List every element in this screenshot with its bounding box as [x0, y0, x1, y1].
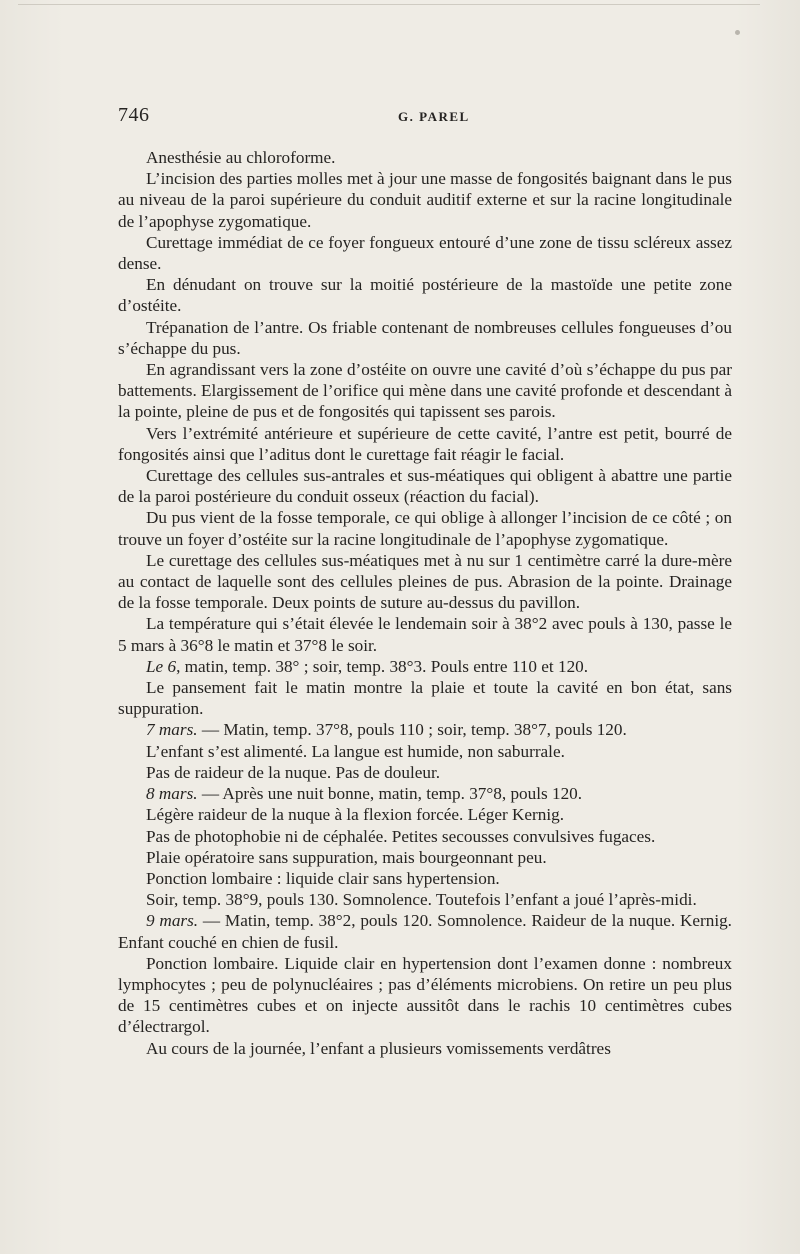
paragraph: Curettage des cellules sus-antrales et sus-méatiques qui obligent à abattre une partie de la paroi postérieure du conduit osseux (réaction du facial). — [118, 466, 732, 507]
entry-text: , matin, temp. 38° ; soir, temp. 38°3. Pouls entre 110 et 120. — [176, 656, 589, 676]
entry-date: 8 mars. — [146, 784, 198, 804]
entry-date: Le 6 — [146, 656, 177, 676]
paragraph: Vers l’extrémité antérieure et supérieure de cette cavité, l’antre est petit, bourré de fongosités ainsi que l’aditus dont le curettage fait réagir le facial. — [118, 423, 732, 464]
paragraph: Anesthésie au chloroforme. — [146, 148, 336, 167]
page-number: 746 — [118, 104, 150, 126]
paragraph: Du pus vient de la fosse temporale, ce qui oblige à allonger l’incision de ce côté ; on trouve un foyer d’ostéite sur la racine longitudinale de l’apophyse zygomatique. — [118, 508, 732, 549]
paragraph: La température qui s’était élevée le lendemain soir à 38°2 avec pouls à 130, passe le 5 mars à 36°8 le matin et 37°8 le soir. — [118, 614, 732, 655]
page-header — [118, 104, 738, 128]
paragraph: Trépanation de l’antre. Os friable contenant de nombreuses cellules fongueuses d’ou s’échappe du pus. — [118, 317, 732, 358]
entry-text: — Après une nuit bonne, matin, temp. 37°8, pouls 120. — [197, 784, 583, 804]
paragraph: Curettage immédiat de ce foyer fongueux entouré d’une zone de tissu scléreux assez dense. — [118, 232, 732, 274]
running-head: G. PAREL — [398, 109, 470, 124]
dated-entry — [118, 783, 732, 804]
paragraph: En agrandissant vers la zone d’ostéite on ouvre une cavité d’où s’échappe du pus par battements. Elargissement de l’orifice qui mène dans une cavité profonde et descendant à la pointe, pleine de pus et de fongosités qui tapissent ses parois. — [118, 360, 732, 422]
dated-entry — [118, 656, 732, 677]
paragraph: Pas de photophobie ni de céphalée. Petites secousses convulsives fugaces. — [146, 826, 656, 846]
body-text — [118, 147, 732, 1059]
paragraph: Ponction lombaire : liquide clair sans hypertension. — [146, 868, 500, 888]
dated-entry — [118, 719, 732, 740]
dated-entry — [118, 910, 732, 952]
entry-date: 9 mars. — [146, 911, 199, 931]
entry-text: — Matin, temp. 38°2, pouls 120. Somnolence. Raideur de la nuque. Kernig. Enfant couché en chien de fusil. — [118, 911, 732, 952]
paragraph: Ponction lombaire. Liquide clair en hypertension dont l’examen donne : nombreux lymphocytes ; peu de polynucléaires ; pas d’éléments microbiens. On retire un peu plus de 15 centimètres cubes et on injecte aussitôt dans le rachis 10 centimètres cubes d’électrargol. — [118, 953, 732, 1037]
paragraph: Plaie opératoire sans suppuration, mais bourgeonnant peu. — [146, 847, 547, 867]
paragraph: L’enfant s’est alimenté. La langue est humide, non saburrale. — [146, 741, 565, 761]
paragraph: L’incision des parties molles met à jour une masse de fongosités baignant dans le pus au niveau de la paroi supérieure du conduit auditif externe et sur la racine longitudinale de l’apophyse zygomatique. — [118, 169, 732, 231]
paragraph: Soir, temp. 38°9, pouls 130. Somnolence. Toutefois l’enfant a joué l’après-midi. — [146, 890, 697, 910]
paragraph: Au cours de la journée, l’enfant a plusieurs vomissements verdâtres — [146, 1038, 611, 1058]
paragraph: Légère raideur de la nuque à la flexion forcée. Léger Kernig. — [146, 805, 565, 825]
paragraph: Le curettage des cellules sus-méatiques met à nu sur 1 centimètre carré la dure-mère au contact de laquelle sont des cellules pleines de pus. Abrasion de la pointe. Drainage de la fosse temporale. Deux points de suture au-dessus du pavillon. — [118, 550, 732, 613]
paper-speck — [735, 30, 740, 35]
entry-text: — Matin, temp. 37°8, pouls 110 ; soir, temp. 38°7, pouls 120. — [197, 720, 627, 740]
entry-date: 7 mars. — [146, 720, 198, 740]
paragraph: En dénudant on trouve sur la moitié postérieure de la mastoïde une petite zone d’ostéite. — [118, 275, 732, 316]
paragraph: Le pansement fait le matin montre la plaie et toute la cavité en bon état, sans suppuration. — [118, 678, 732, 719]
paragraph: Pas de raideur de la nuque. Pas de douleur. — [146, 762, 441, 782]
top-rule — [18, 4, 760, 5]
